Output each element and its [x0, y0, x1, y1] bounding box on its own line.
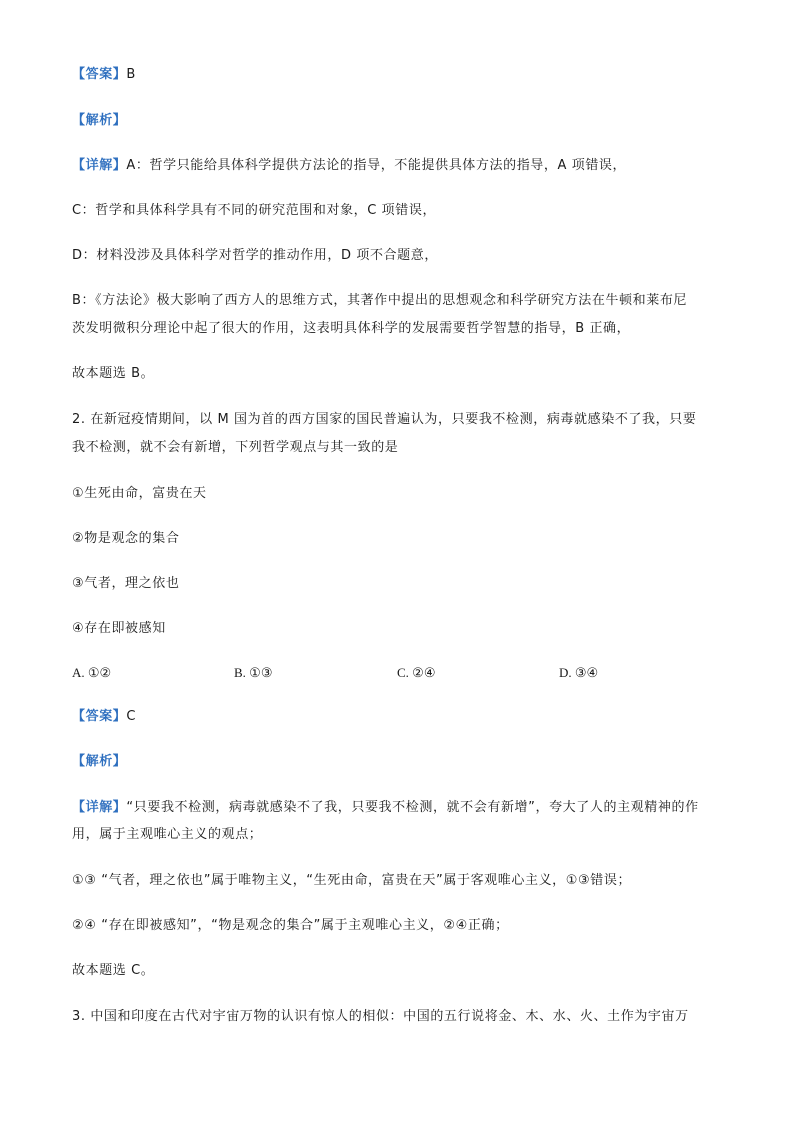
q2-detail-line: ①③ “气者，理之依也”属于唯物主义，“生死由命，富贵在天”属于客观唯心主义，①③错误；	[72, 873, 632, 888]
q2-detail-line	[72, 800, 699, 816]
q2-item: ①生死由命，富贵在天	[72, 486, 207, 501]
q2-detail-line: ②④ “存在即被感知”，“物是观念的集合”属于主观唯心主义，②④正确；	[72, 918, 509, 933]
q2-stem-line: 2. 在新冠疫情期间，以 M 国为首的西方国家的国民普遍认为，只要我不检测，病毒就感染不了我，只要	[72, 412, 697, 427]
q2-answer	[72, 709, 136, 725]
q2-item: ④存在即被感知	[72, 621, 166, 636]
q2-item: ③气者，理之依也	[72, 576, 180, 591]
detail-text: “只要我不检测，病毒就感染不了我，只要我不检测，就不会有新增”，夸大了人的主观精神的作	[126, 800, 699, 815]
answer-tag: 【答案】	[72, 709, 127, 724]
q2-detail-line: 用，属于主观唯心主义的观点；	[72, 827, 263, 842]
q1-detail-line: C：哲学和具体科学具有不同的研究范围和对象，C 项错误，	[72, 203, 437, 218]
analysis-tag: 【解析】	[72, 113, 127, 128]
q2-option-c: C. ②④	[397, 665, 436, 680]
q2-stem-line: 我不检测，就不会有新增，下列哲学观点与其一致的是	[72, 440, 399, 455]
q2-item: ②物是观念的集合	[72, 531, 180, 546]
answer-value: B	[126, 67, 136, 82]
answer-tag: 【答案】	[72, 67, 127, 82]
q2-option-d: D. ③④	[559, 665, 599, 680]
q1-detail-line	[72, 158, 626, 174]
q1-analysis-heading	[72, 113, 126, 129]
q2-option-a: A. ①②	[72, 665, 112, 680]
q2-conclusion: 故本题选 C。	[72, 963, 155, 978]
detail-text: A：哲学只能给具体科学提供方法论的指导，不能提供具体方法的指导，A 项错误，	[126, 158, 627, 173]
analysis-tag: 【解析】	[72, 754, 127, 769]
answer-value: C	[126, 709, 137, 724]
q1-conclusion: 故本题选 B。	[72, 366, 155, 381]
q1-detail-line: 茨发明微积分理论中起了很大的作用，这表明具体科学的发展需要哲学智慧的指导，B 正确，	[72, 321, 631, 336]
q2-option-b: B. ①③	[234, 665, 273, 680]
q1-detail-line: D：材料没涉及具体科学对哲学的推动作用，D 项不合题意，	[72, 248, 438, 263]
q1-answer	[72, 67, 136, 83]
q2-analysis-heading	[72, 754, 126, 770]
q1-detail-line: B：《方法论》极大影响了西方人的思维方式，其著作中提出的思想观念和科学研究方法在牛顿和莱布尼	[72, 293, 688, 308]
q3-stem-line: 3. 中国和印度在古代对宇宙万物的认识有惊人的相似：中国的五行说将金、木、水、火、土作为宇宙万	[72, 1009, 689, 1024]
detail-tag: 【详解】	[72, 158, 127, 173]
detail-tag: 【详解】	[72, 800, 127, 815]
